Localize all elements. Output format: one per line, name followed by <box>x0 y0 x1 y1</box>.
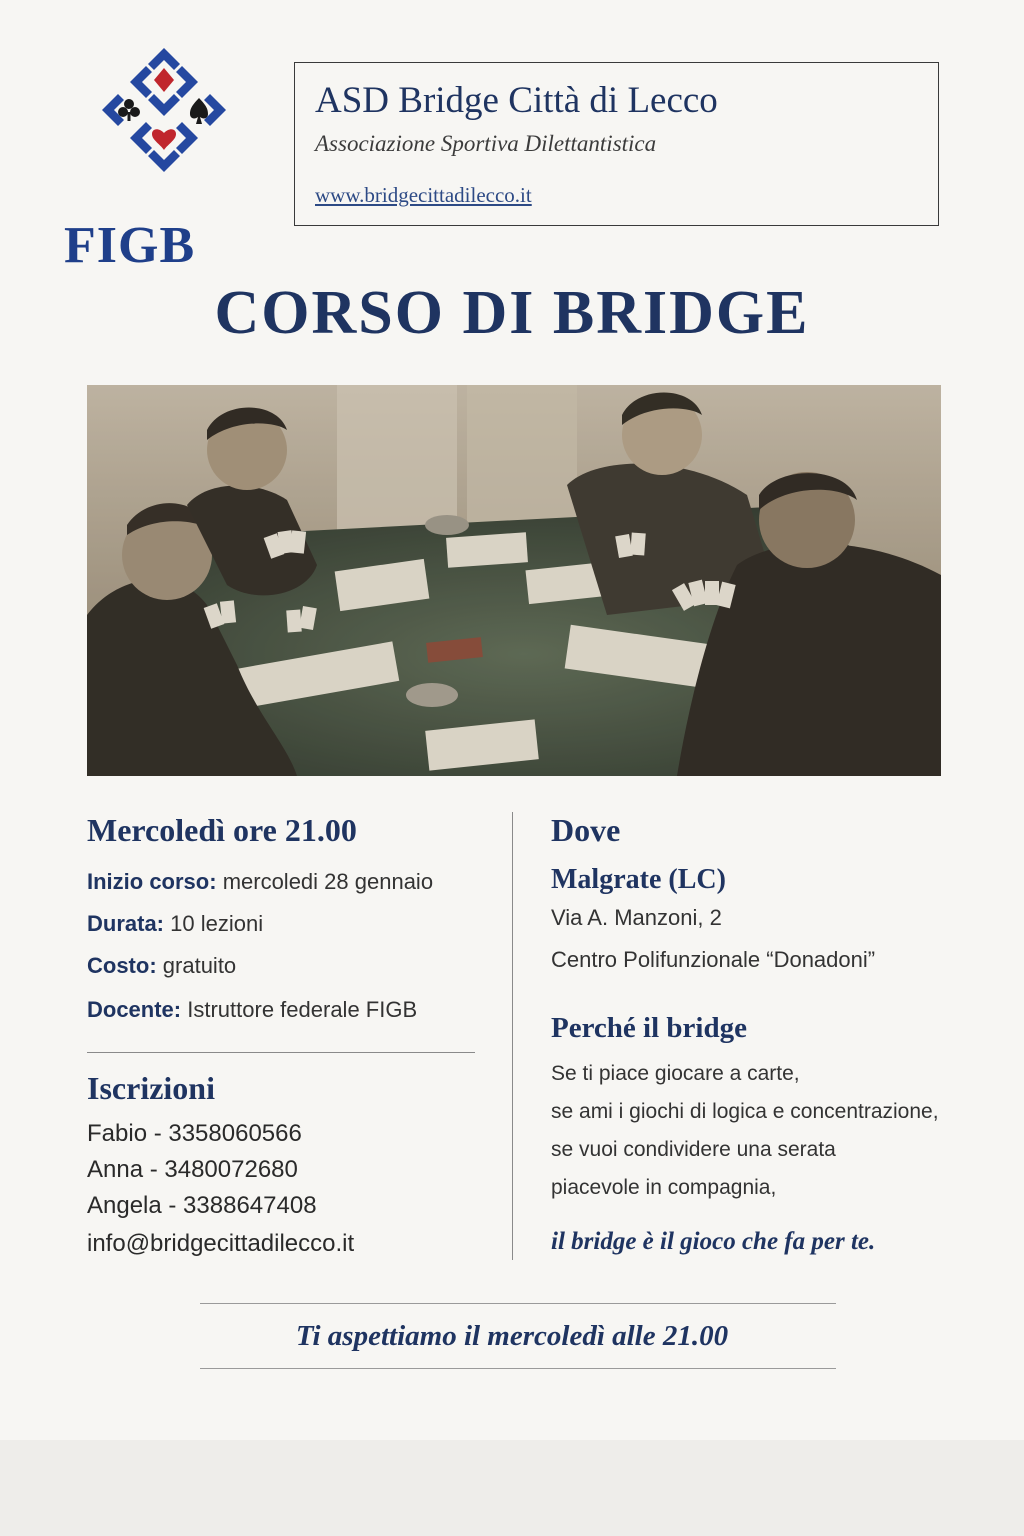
course-start-value: mercoledi 28 gennaio <box>222 869 434 894</box>
course-duration-label: Durata: <box>87 911 165 936</box>
club-subtitle: Associazione Sportiva Dilettantistica <box>315 131 657 156</box>
location-venue: Centro Polifunzionale “Donadoni” <box>551 947 876 972</box>
why-line: se ami i giochi di logica e concentrazione, <box>551 1100 939 1123</box>
course-cost-label: Costo: <box>87 953 157 978</box>
club-name: ASD Bridge Città di Lecco <box>315 80 718 121</box>
course-duration-row <box>87 910 263 938</box>
diamond-suit-icon <box>154 68 174 92</box>
footer-message: Ti aspettiamo il mercoledì alle 21.00 <box>295 1320 729 1352</box>
bridge-players-photo <box>87 385 941 776</box>
contact-fabio: Fabio - 3358060566 <box>87 1120 302 1147</box>
footer-rule-bottom <box>200 1368 836 1369</box>
column-divider <box>512 812 513 1260</box>
footer-rule-top <box>200 1303 836 1304</box>
why-line: piacevole in compagnia, <box>551 1176 777 1199</box>
club-header-box <box>294 62 939 226</box>
course-start-label: Inizio corso: <box>87 869 217 894</box>
contact-email[interactable]: info@bridgecittadilecco.it <box>87 1230 355 1257</box>
signup-heading: Iscrizioni <box>87 1070 215 1106</box>
section-divider <box>87 1052 475 1053</box>
course-cost-row <box>87 952 236 980</box>
course-teacher-label: Docente: <box>87 997 182 1022</box>
location-city: Malgrate (LC) <box>551 864 726 895</box>
heart-suit-icon <box>152 129 176 150</box>
course-teacher-value: Istruttore federale FIGB <box>187 997 418 1022</box>
course-schedule-heading: Mercoledì ore 21.00 <box>87 812 357 848</box>
figb-emblem-icon <box>94 44 234 174</box>
why-tagline: il bridge è il gioco che fa per te. <box>551 1228 876 1255</box>
why-line: se vuoi condividere una serata <box>551 1138 836 1161</box>
location-address: Via A. Manzoni, 2 <box>551 905 722 930</box>
club-website-link[interactable]: www.bridgecittadilecco.it <box>315 183 532 207</box>
why-heading: Perché il bridge <box>551 1012 747 1044</box>
figb-logo <box>58 44 268 274</box>
course-teacher-row <box>87 996 417 1024</box>
contact-angela: Angela - 3388647408 <box>87 1192 317 1219</box>
page-title: CORSO DI BRIDGE <box>214 279 810 347</box>
course-duration-value: 10 lezioni <box>170 911 264 936</box>
figb-wordmark: FIGB <box>64 217 196 274</box>
where-heading: Dove <box>551 812 621 848</box>
course-start-row <box>87 868 433 896</box>
course-cost-value: gratuito <box>162 953 237 978</box>
contact-anna: Anna - 3480072680 <box>87 1156 298 1183</box>
bottom-margin <box>0 1440 1024 1536</box>
why-line: Se ti piace giocare a carte, <box>551 1062 800 1085</box>
